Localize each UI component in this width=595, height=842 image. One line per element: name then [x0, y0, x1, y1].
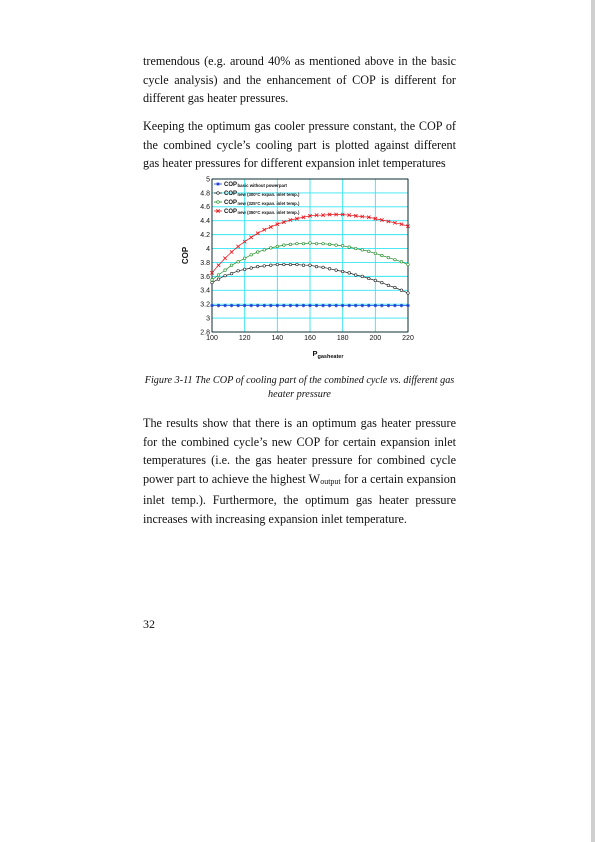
data-point: [322, 242, 325, 245]
data-point: [230, 272, 233, 275]
page-edge: [591, 0, 595, 842]
x-tick-label: 160: [304, 335, 316, 342]
data-point: [269, 304, 273, 308]
data-point: [283, 263, 286, 266]
data-point: [348, 272, 351, 275]
data-point: [321, 304, 325, 308]
data-point: [309, 242, 312, 245]
w-output-subscript: output: [320, 476, 341, 486]
data-point: [302, 304, 306, 308]
data-point: [217, 201, 220, 204]
data-point: [360, 304, 364, 308]
data-point: [361, 249, 364, 252]
data-point: [217, 274, 220, 277]
data-point: [315, 265, 318, 268]
data-point: [295, 304, 299, 308]
data-point: [361, 275, 364, 278]
y-tick-label: 3.2: [200, 301, 210, 309]
x-axis-title-sub: gasheater: [317, 353, 344, 360]
data-point: [368, 250, 371, 253]
y-tick-label: 3: [206, 315, 210, 323]
y-axis-title: COP: [181, 246, 190, 265]
x-tick-label: 100: [206, 335, 218, 342]
data-point: [334, 304, 338, 308]
legend-subscript: new (350°C expan. inlet temp.): [237, 210, 300, 216]
legend-subscript: new (300°C expan. inlet temp.): [237, 192, 300, 198]
y-tick-label: 4.2: [200, 232, 210, 240]
x-axis-title: [312, 349, 344, 360]
data-point: [394, 258, 397, 261]
data-point: [406, 304, 410, 308]
data-point: [256, 304, 260, 308]
x-tick-label: 120: [238, 335, 251, 342]
legend-label: [224, 200, 300, 206]
y-tick-label: 5: [206, 176, 210, 184]
data-point: [387, 304, 391, 308]
y-tick-label: 4.6: [200, 204, 210, 212]
data-point: [256, 251, 259, 254]
data-point: [368, 277, 371, 280]
data-point: [250, 254, 253, 257]
y-tick-label: 3.8: [200, 259, 210, 267]
y-tick-label: 3.6: [200, 273, 210, 281]
data-point: [217, 278, 220, 281]
y-tick-label: 2.8: [200, 329, 210, 337]
page-number: 32: [143, 617, 155, 631]
legend-name: COP: [224, 209, 238, 215]
data-point: [263, 265, 266, 268]
data-point: [322, 266, 325, 269]
data-point: [289, 304, 293, 308]
data-point: [237, 260, 240, 263]
data-point: [367, 304, 371, 308]
y-tick-label: 4.4: [200, 218, 210, 226]
data-point: [407, 292, 410, 295]
data-point: [211, 281, 214, 284]
data-point: [407, 263, 410, 266]
data-point: [347, 304, 351, 308]
data-point: [381, 281, 384, 284]
figure-caption: Figure 3-11 The COP of cooling part of the combined cycle vs. different gas heater pressure: [144, 375, 455, 400]
y-tick-label: 3.4: [200, 287, 210, 295]
x-tick-label: 180: [336, 335, 349, 342]
data-point: [282, 304, 286, 308]
data-point: [243, 304, 247, 308]
data-point: [394, 286, 397, 289]
legend-entry-2: [214, 191, 300, 197]
data-point: [335, 244, 338, 247]
data-point: [302, 264, 305, 267]
data-point: [276, 304, 280, 308]
x-tick-label: 220: [402, 335, 414, 342]
data-point: [315, 304, 319, 308]
data-point: [328, 243, 331, 246]
data-point: [341, 304, 345, 308]
data-point: [354, 274, 357, 277]
legend-subscript: basic without powerpart: [237, 183, 287, 189]
data-point: [256, 265, 259, 268]
data-point: [354, 304, 358, 308]
y-tick-label: 4.8: [200, 190, 210, 198]
data-point: [270, 247, 273, 250]
data-point: [211, 279, 214, 282]
data-point: [289, 263, 292, 266]
data-point: [374, 279, 377, 282]
paragraph-3-text: The results show that there is an optimum gas heater pressure for the combined cycle’s new COP for certain expansion inlet temperatures (i.e. the gas heater pressure for combined cycle power part to achieve the highest W: [143, 416, 456, 486]
x-tick-label: 200: [369, 335, 382, 342]
x-axis-title-main: P: [312, 349, 318, 358]
data-point: [400, 304, 404, 308]
data-point: [276, 245, 279, 248]
data-point: [341, 270, 344, 273]
data-point: [328, 304, 332, 308]
data-point: [243, 257, 246, 260]
data-point: [308, 304, 312, 308]
data-point: [400, 260, 403, 263]
data-point: [296, 263, 299, 266]
data-point: [302, 242, 305, 245]
legend-name: COP: [224, 182, 238, 188]
body-paragraph-1: tremendous (e.g. around 40% as mentioned above in the basic cycle analysis) and the enhancement of COP is different for different gas heater pressures.: [143, 54, 456, 106]
data-point: [224, 274, 227, 277]
legend-entry-1: [214, 182, 288, 188]
legend-label: [224, 191, 300, 197]
data-point: [243, 268, 246, 271]
data-point: [230, 304, 234, 308]
data-point: [380, 304, 384, 308]
data-point: [354, 247, 357, 250]
data-point: [223, 304, 227, 308]
data-point: [283, 244, 286, 247]
data-point: [296, 242, 299, 245]
legend-label: [224, 182, 288, 188]
data-point: [387, 256, 390, 259]
legend-name: COP: [224, 191, 238, 197]
data-point: [236, 304, 240, 308]
data-point: [289, 243, 292, 246]
data-point: [393, 304, 397, 308]
legend-name: COP: [224, 200, 238, 206]
legend-entry-3: [214, 200, 300, 206]
data-point: [230, 264, 233, 267]
data-point: [387, 284, 390, 287]
data-point: [276, 263, 279, 266]
data-point: [217, 192, 220, 195]
data-point: [217, 304, 221, 308]
data-point: [335, 269, 338, 272]
body-paragraph-3: [143, 414, 456, 529]
data-point: [381, 254, 384, 257]
data-point: [216, 182, 220, 186]
data-point: [400, 289, 403, 292]
x-tick-label: 140: [271, 335, 284, 342]
data-point: [315, 242, 318, 245]
data-point: [374, 252, 377, 255]
y-tick-label: 4: [206, 245, 210, 253]
data-point: [224, 269, 227, 272]
data-point: [263, 249, 266, 252]
data-point: [249, 304, 253, 308]
data-point: [250, 267, 253, 270]
data-point: [309, 264, 312, 267]
legend-subscript: new (325°C expan. inlet temp.): [237, 201, 300, 207]
legend-entry-4: [214, 209, 300, 215]
data-point: [262, 304, 266, 308]
data-point: [341, 244, 344, 247]
legend-label: [224, 209, 300, 215]
data-point: [374, 304, 378, 308]
data-point: [328, 267, 331, 270]
cop-chart: [176, 173, 426, 369]
data-point: [270, 264, 273, 267]
data-point: [348, 246, 351, 249]
paragraph-3-text-end: for a certain expansion inlet temp.). Furthermore, the optimum gas heater pressure increases with increasing expansion inlet temperature.: [143, 471, 456, 526]
data-point: [237, 270, 240, 273]
data-point: [210, 304, 214, 308]
body-paragraph-2: Keeping the optimum gas cooler pressure constant, the COP of the combined cycle’s cooling part is plotted against different gas heater pressures for different expansion inlet temperatures: [143, 119, 456, 171]
